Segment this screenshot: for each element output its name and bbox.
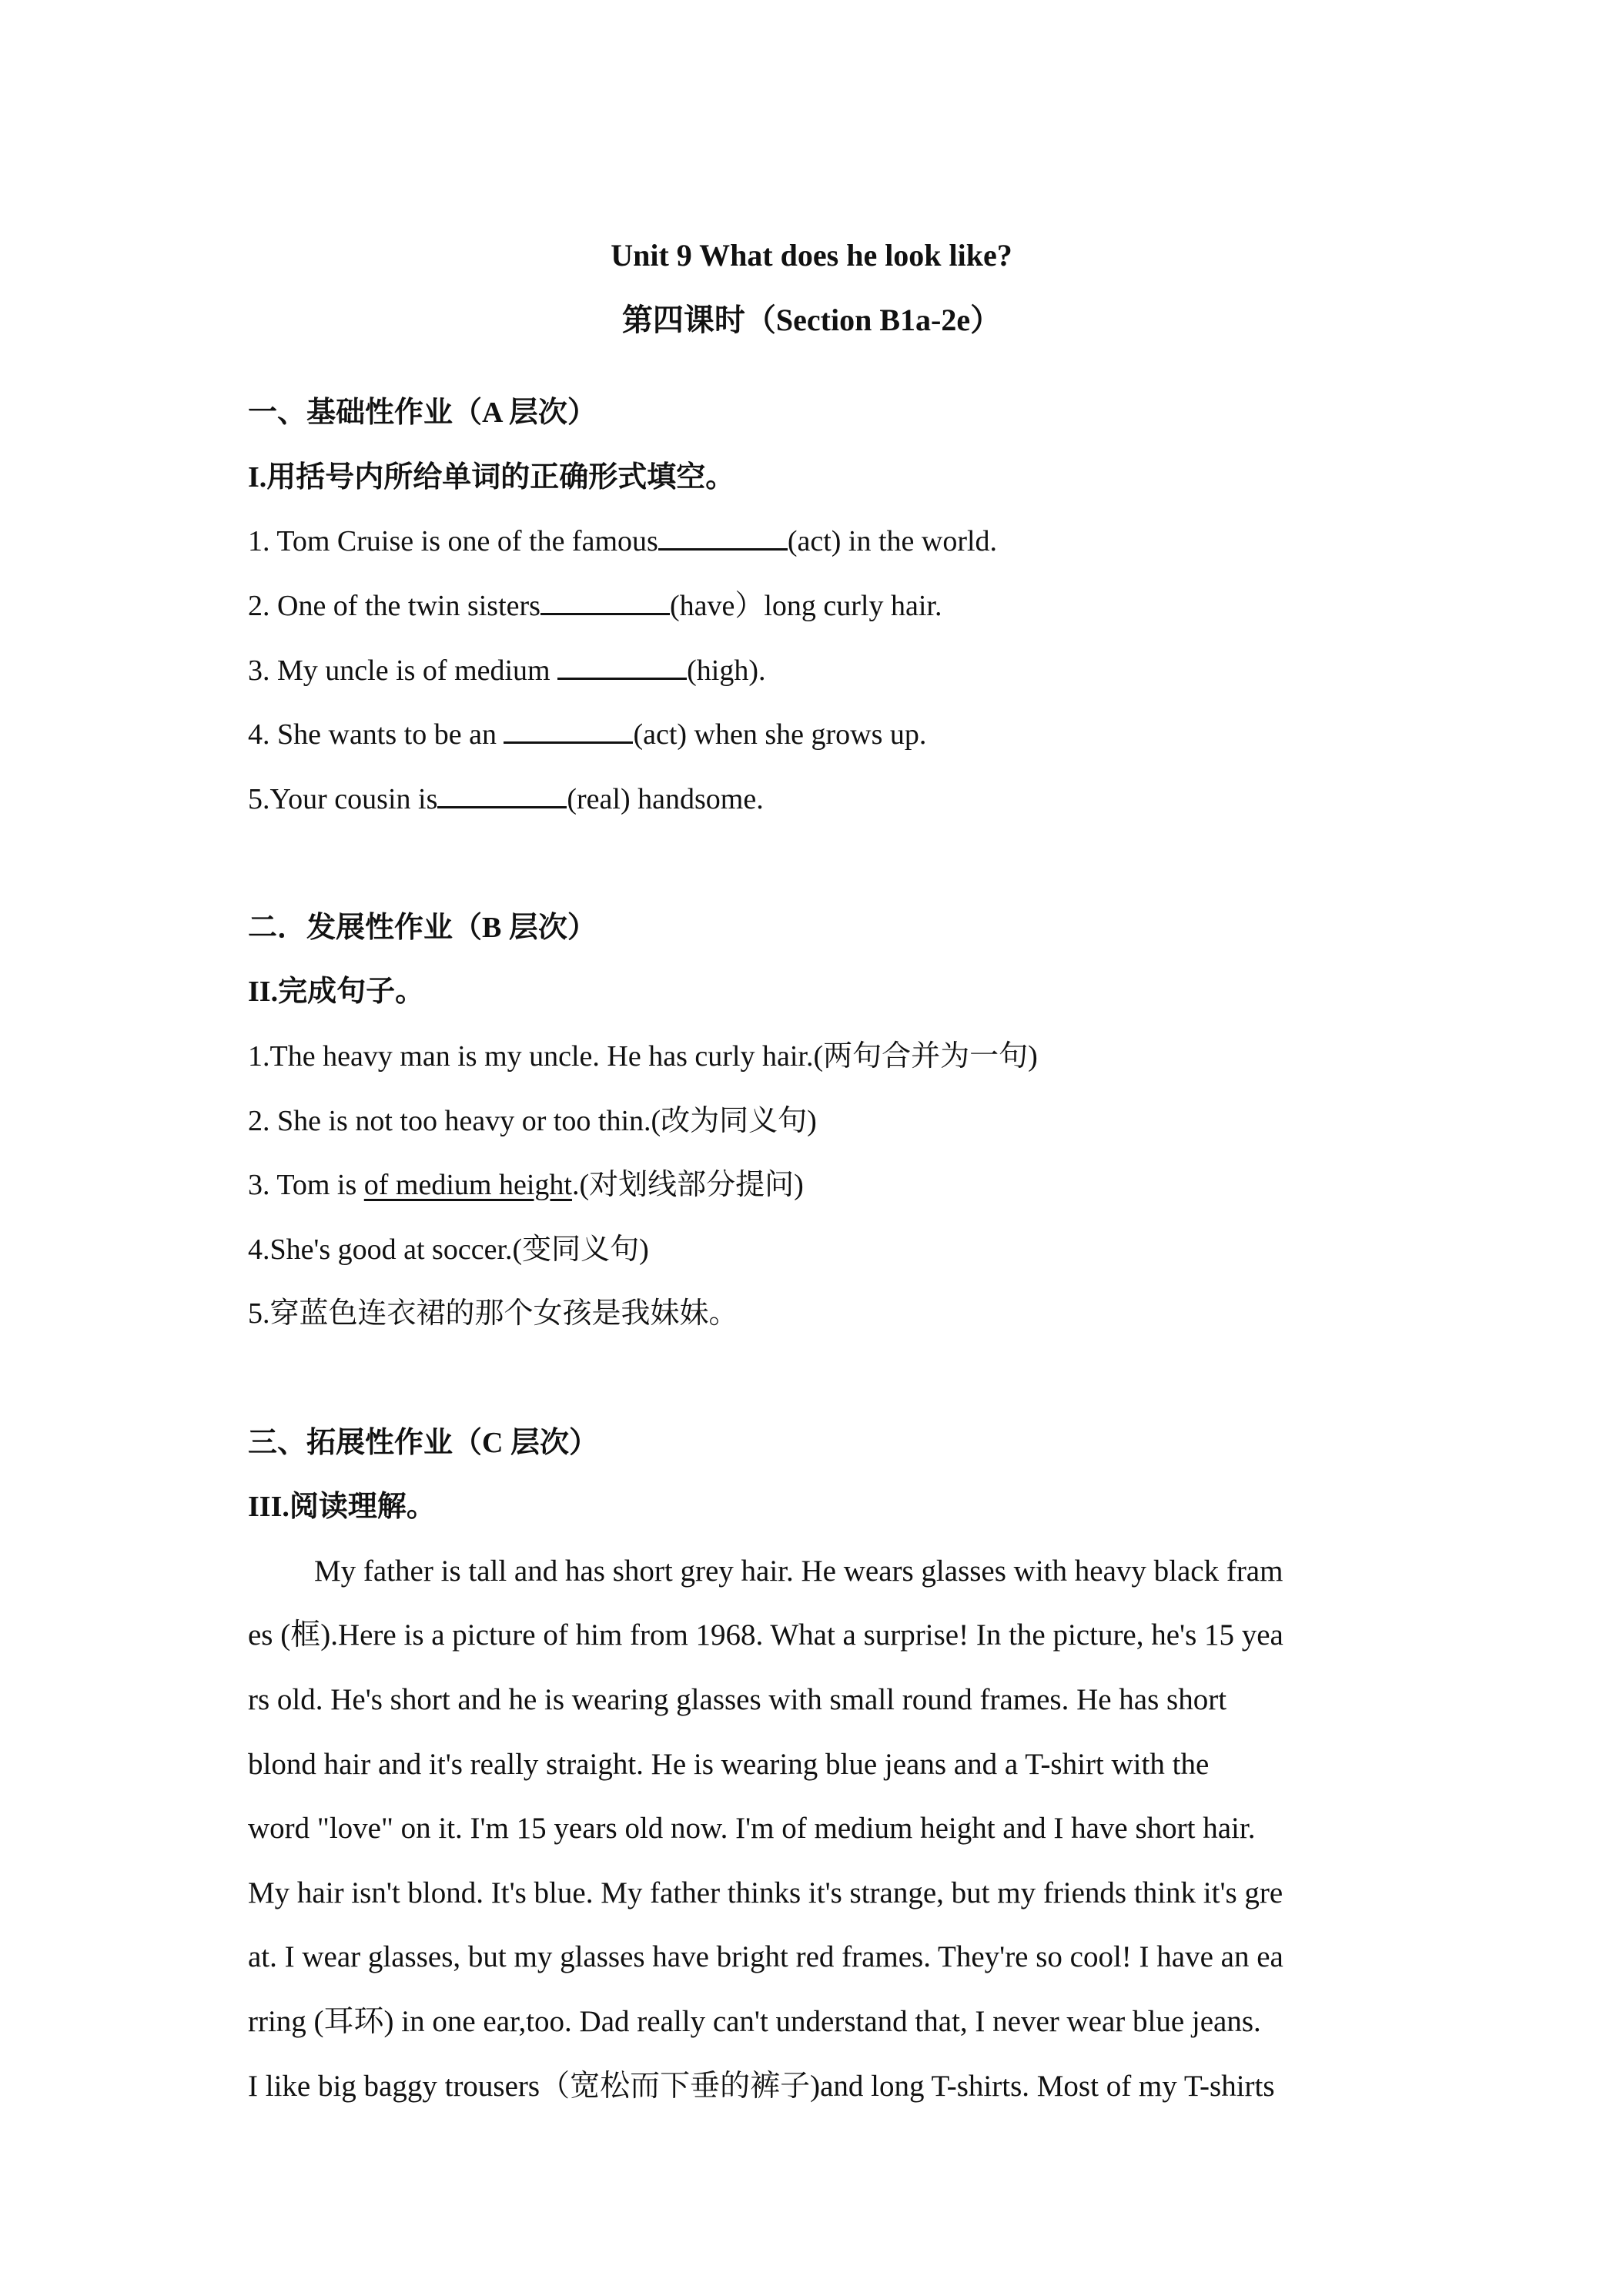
section-c-part-title: III.阅读理解。	[248, 1491, 436, 1523]
sentence-item-3	[248, 1166, 804, 1204]
passage-line-4: blond hair and it's really straight. He is wearing blue jeans and a T-shirt with the	[248, 1748, 1210, 1781]
answer-blank[interactable]	[658, 523, 788, 551]
page-subtitle: 第四课时（Section B1a-2e）	[621, 303, 1002, 337]
item-text-before: 2. One of the twin sisters	[248, 590, 540, 622]
item-text-before: 1. Tom Cruise is one of the famous	[248, 525, 658, 557]
section-c-heading: 三、拓展性作业（C 层次）	[248, 1427, 598, 1459]
section-b-heading: 二．发展性作业（B 层次）	[248, 912, 597, 944]
item-text-after: (act) when she grows up.	[633, 718, 927, 751]
passage-line-1: My father is tall and has short grey hair. He wears glasses with heavy black fram	[314, 1555, 1283, 1588]
sentence-item-4: 4.She's good at soccer.(变同义句)	[248, 1233, 649, 1266]
answer-blank[interactable]	[437, 781, 567, 808]
exercise-item-2	[248, 587, 942, 625]
sentence-item-5: 5.穿蓝色连衣裙的那个女孩是我妹妹。	[248, 1297, 738, 1330]
exercise-item-3	[248, 651, 766, 690]
answer-blank[interactable]	[504, 716, 633, 744]
underlined-phrase: of medium height	[363, 1169, 572, 1201]
page-title: Unit 9 What does he look like?	[611, 238, 1012, 273]
sentence-item-1: 1.The heavy man is my uncle. He has curly hair.(两句合并为一句)	[248, 1040, 1038, 1073]
answer-blank[interactable]	[540, 587, 670, 615]
exercise-item-5	[248, 780, 764, 818]
item-text-after: (have）long curly hair.	[669, 590, 942, 622]
item-text-before: 5.Your cousin is	[248, 783, 438, 815]
item-text-after: (high).	[687, 654, 766, 687]
section-a-heading: 一、基础性作业（A 层次）	[248, 397, 597, 429]
passage-line-2: es (框).Here is a picture of him from 1968. What a surprise! In the picture, he's 15 yea	[248, 1618, 1283, 1652]
section-a-part-title: I.用括号内所给单词的正确形式填空。	[248, 461, 735, 494]
section-b-part-title: II.完成句子。	[248, 976, 425, 1008]
passage-line-7: at. I wear glasses, but my glasses have bright red frames. They're so cool! I have an ea	[248, 1940, 1283, 1973]
passage-line-9: I like big baggy trousers（宽松而下垂的裤子)and long T-shirts. Most of my T-shirts	[248, 2070, 1275, 2103]
answer-blank[interactable]	[557, 652, 687, 680]
passage-line-3: rs old. He's short and he is wearing glasses with small round frames. He has short	[248, 1683, 1227, 1716]
item-text-after: .(对划线部分提问)	[571, 1169, 804, 1201]
passage-line-8: rring (耳环) in one ear,too. Dad really can't understand that, I never wear blue jeans.	[248, 2005, 1261, 2038]
passage-line-5: word "love" on it. I'm 15 years old now. I'm of medium height and I have short hair.	[248, 1812, 1256, 1845]
exercise-item-1	[248, 522, 997, 561]
exercise-item-4	[248, 715, 926, 754]
item-text-after: (act) in the world.	[787, 525, 998, 557]
item-text-before: 3. My uncle is of medium	[248, 654, 558, 687]
sentence-item-2: 2. She is not too heavy or too thin.(改为同义句)	[248, 1105, 817, 1137]
passage-line-6: My hair isn't blond. It's blue. My father thinks it's strange, but my friends think it's gre	[248, 1876, 1283, 1909]
item-text-after: (real) handsome.	[567, 783, 764, 815]
item-text-before: 4. She wants to be an	[248, 718, 504, 751]
item-text-before: 3. Tom is	[248, 1169, 364, 1201]
